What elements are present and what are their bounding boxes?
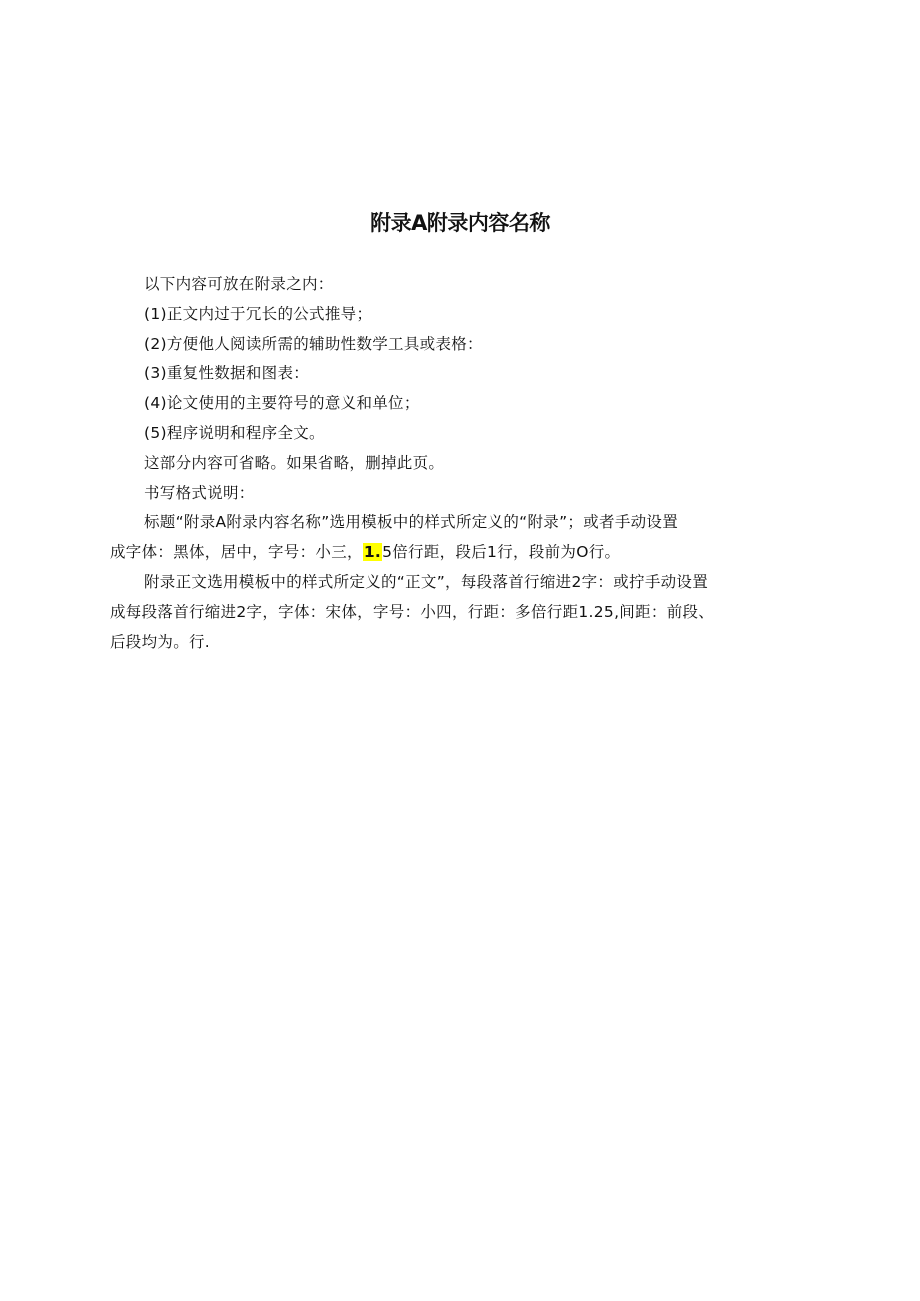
- list-item: (4)论文使用的主要符号的意义和单位；: [144, 394, 420, 413]
- omit-note: 这部分内容可省略。如果省略，删掉此页。: [144, 453, 445, 472]
- intro-line: 以下内容可放在附录之内：: [144, 275, 334, 293]
- appendix-body: [110, 270, 815, 657]
- body-format-line-1: 附录正文选用模板中的样式所定义的“正文”，每段落首行缩进2字：或拧手动设置: [144, 572, 709, 591]
- list-item: (1)正文内过于冗长的公式推导；: [144, 304, 373, 323]
- title-format-line-1: 标题“附录A附录内容名称”选用模板中的样式所定义的“附录”；或者手动设置: [144, 513, 679, 532]
- body-format-line-2: 成每段落首行缩进2字，字体：宋体，字号：小四，行距：多倍行距1.25,间距：前段、: [110, 602, 715, 621]
- highlighted-value: 1.: [363, 543, 382, 562]
- list-item: (3)重复性数据和图表：: [144, 364, 310, 383]
- title-format-line-2: [110, 538, 815, 568]
- title-format-prefix: 成字体：黑体，居中，字号：小三，: [110, 543, 363, 562]
- body-format-line-3: 后段均为。行.: [110, 632, 211, 651]
- title-format-suffix: 5倍行距，段后1行，段前为O行。: [382, 543, 621, 562]
- list-item: (2)方便他人阅读所需的辅助性数学工具或表格：: [144, 334, 483, 353]
- format-heading: 书写格式说明：: [144, 483, 255, 502]
- list-item: (5)程序说明和程序全文。: [144, 423, 325, 442]
- appendix-title: 附录A附录内容名称: [370, 211, 550, 235]
